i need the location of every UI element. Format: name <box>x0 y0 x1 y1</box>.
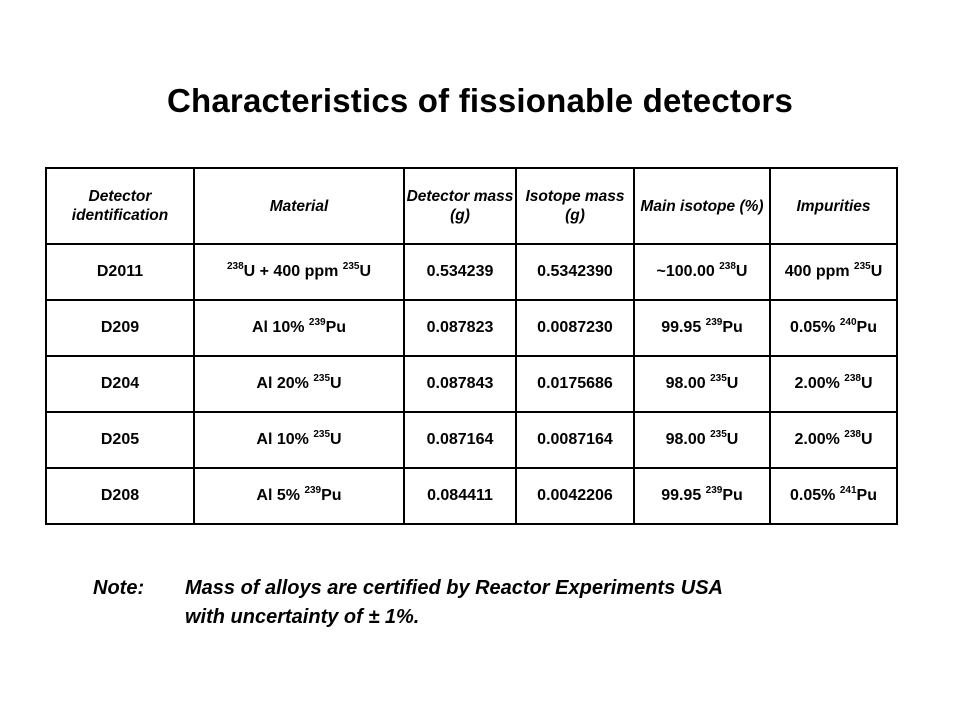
header-detector-identification: Detector identification <box>46 168 194 244</box>
cell-detector-mass: 0.084411 <box>404 468 516 524</box>
header-isotope-mass: Isotope mass (g) <box>516 168 634 244</box>
note-line-2: with uncertainty of ± 1%. <box>185 606 420 628</box>
cell-detector-id: D205 <box>46 412 194 468</box>
table-row <box>46 468 897 524</box>
note-label: Note: <box>93 577 145 599</box>
cell-main-isotope: 99.95 $^{239}$Pu <box>634 300 770 356</box>
detector-table <box>45 167 898 525</box>
cell-detector-id: D208 <box>46 468 194 524</box>
cell-detector-id: D209 <box>46 300 194 356</box>
cell-isotope-mass: 0.0087164 <box>516 412 634 468</box>
header-detector-mass: Detector mass (g) <box>404 168 516 244</box>
cell-detector-mass: 0.087843 <box>404 356 516 412</box>
cell-main-isotope: 99.95 $^{239}$Pu <box>634 468 770 524</box>
cell-impurities: 2.00% $^{238}$U <box>770 356 897 412</box>
cell-material: $^{238}$U + 400 ppm $^{235}$U <box>194 244 404 300</box>
table-header-row <box>46 168 897 244</box>
cell-impurities: 0.05% $^{240}$Pu <box>770 300 897 356</box>
note-line-1: Mass of alloys are certified by Reactor Experiments USA <box>185 577 723 599</box>
cell-impurities: 400 ppm $^{235}$U <box>770 244 897 300</box>
cell-isotope-mass: 0.5342390 <box>516 244 634 300</box>
table-row <box>46 244 897 300</box>
header-main-isotope: Main isotope (%) <box>634 168 770 244</box>
header-impurities: Impurities <box>770 168 897 244</box>
cell-material: Al 20% $^{235}$U <box>194 356 404 412</box>
page-title: Characteristics of fissionable detectors <box>166 82 794 119</box>
cell-detector-id: D2011 <box>46 244 194 300</box>
note-text <box>185 574 885 632</box>
cell-main-isotope: 98.00 $^{235}$U <box>634 412 770 468</box>
cell-main-isotope: 98.00 $^{235}$U <box>634 356 770 412</box>
cell-detector-mass: 0.087164 <box>404 412 516 468</box>
cell-impurities: 0.05% $^{241}$Pu <box>770 468 897 524</box>
cell-impurities: 2.00% $^{238}$U <box>770 412 897 468</box>
cell-detector-id: D204 <box>46 356 194 412</box>
cell-isotope-mass: 0.0175686 <box>516 356 634 412</box>
table-row <box>46 412 897 468</box>
cell-detector-mass: 0.087823 <box>404 300 516 356</box>
cell-isotope-mass: 0.0042206 <box>516 468 634 524</box>
cell-isotope-mass: 0.0087230 <box>516 300 634 356</box>
table-row <box>46 356 897 412</box>
header-material: Material <box>194 168 404 244</box>
cell-material: Al 5% $^{239}$Pu <box>194 468 404 524</box>
table-row <box>46 300 897 356</box>
cell-material: Al 10% $^{239}$Pu <box>194 300 404 356</box>
cell-material: Al 10% $^{235}$U <box>194 412 404 468</box>
cell-detector-mass: 0.534239 <box>404 244 516 300</box>
table-body <box>46 244 897 524</box>
cell-main-isotope: ~100.00 $^{238}$U <box>634 244 770 300</box>
